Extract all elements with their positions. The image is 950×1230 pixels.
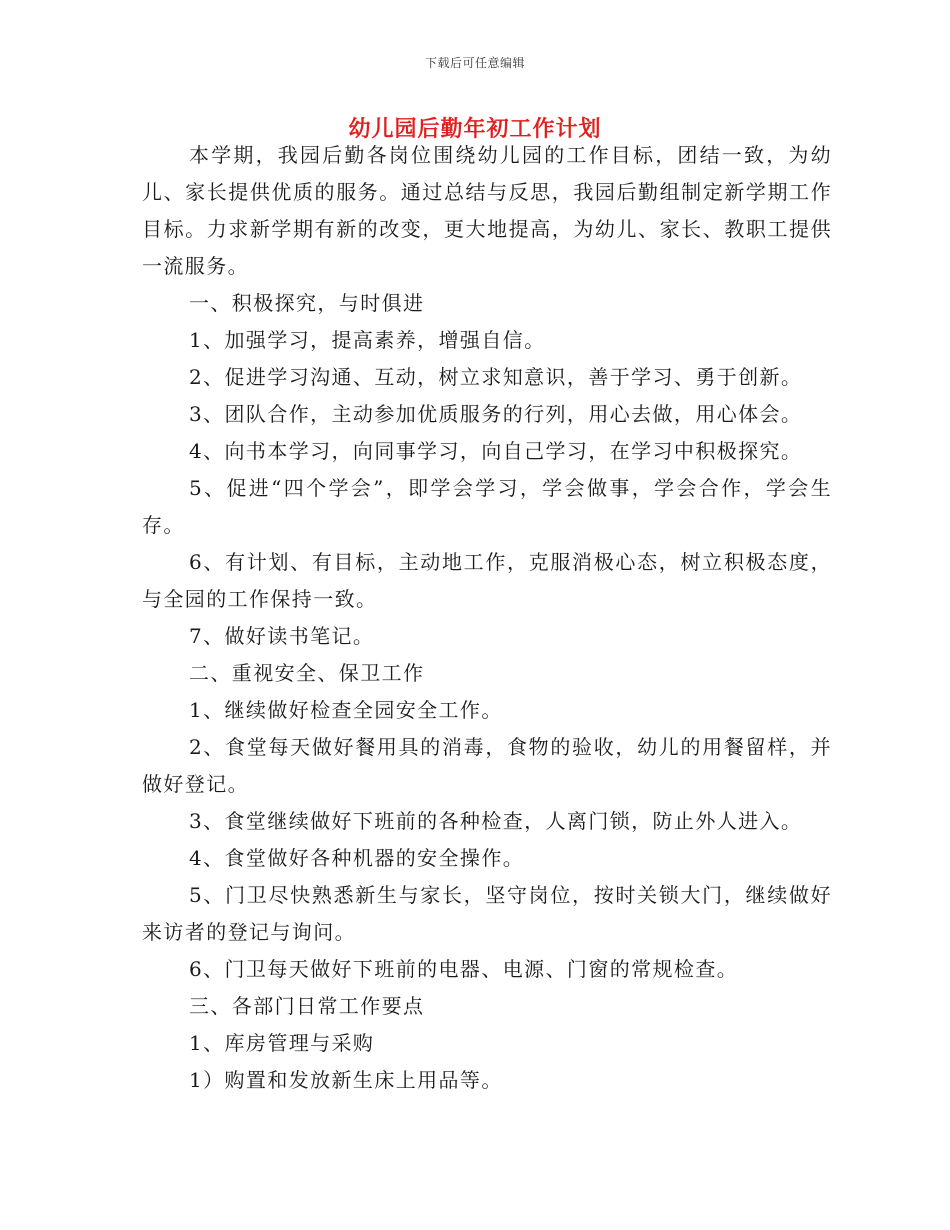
list-item: 1、加强学习，提高素养，增强自信。 — [189, 328, 546, 352]
section-heading-1: 一、积极探究，与时俱进 — [189, 291, 425, 315]
intro-paragraph: 本学期，我园后勤各岗位围绕幼儿园的工作目标，团结一致，为幼儿、家长提供优质的服务。通过总结与反思，我园后勤组制定新学期工作目标。力求新学期有新的改变，更大地提高，为幼儿、家长、教职工提供一流服务。 — [142, 143, 832, 278]
list-item: 3、食堂继续做好下班前的各种检查，人离门锁，防止外人进入。 — [189, 809, 803, 833]
list-item: 1）购置和发放新生床上用品等。 — [189, 1068, 503, 1092]
list-item: 1、库房管理与采购 — [189, 1031, 375, 1055]
list-item: 6、门卫每天做好下班前的电器、电源、门窗的常规检查。 — [189, 957, 739, 981]
header-note: 下载后可任意编辑 — [424, 56, 525, 70]
list-item: 6、有计划、有目标，主动地工作，克服消极心态，树立积极态度，与全园的工作保持一致。 — [142, 550, 832, 611]
document-body — [142, 137, 832, 1099]
document-title: 幼儿园后勤年初工作计划 — [348, 117, 602, 142]
list-item: 5、促进“四个学会”，即学会学习，学会做事，学会合作，学会生存。 — [142, 476, 832, 537]
list-item: 1、继续做好检查全园安全工作。 — [189, 698, 503, 722]
section-heading-2: 二、重视安全、保卫工作 — [189, 661, 425, 685]
list-item: 7、做好读书笔记。 — [189, 624, 375, 648]
list-item: 3、团队合作，主动参加优质服务的行列，用心去做，用心体会。 — [189, 402, 803, 426]
list-item: 2、促进学习沟通、互动，树立求知意识，善于学习、勇于创新。 — [189, 365, 803, 389]
list-item: 5、门卫尽快熟悉新生与家长，坚守岗位，按时关锁大门，继续做好来访者的登记与询问。 — [142, 883, 832, 944]
list-item: 2、食堂每天做好餐用具的消毒，食物的验收，幼儿的用餐留样，并做好登记。 — [142, 735, 832, 796]
section-heading-3: 三、各部门日常工作要点 — [189, 994, 425, 1018]
list-item: 4、食堂做好各种机器的安全操作。 — [189, 846, 525, 870]
list-item: 4、向书本学习，向同事学习，向自己学习，在学习中积极探究。 — [189, 439, 803, 463]
